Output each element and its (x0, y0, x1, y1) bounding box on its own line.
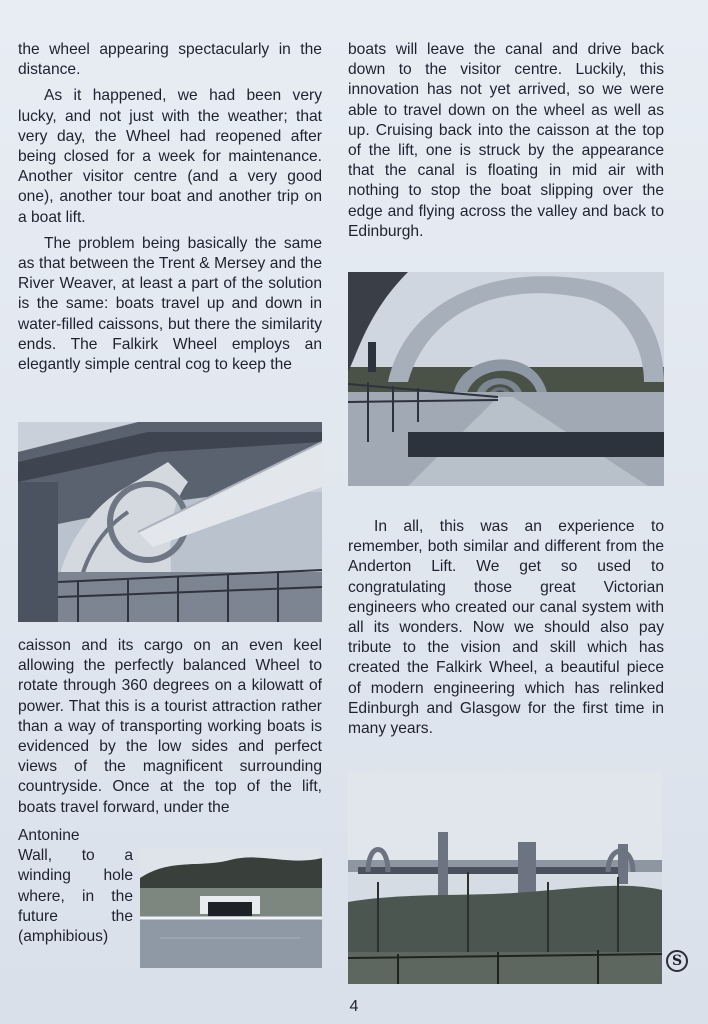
page-number: 4 (349, 998, 359, 1015)
wrap-line: Wall, to a (18, 847, 133, 865)
wrap-line: future the (18, 907, 133, 925)
right-paragraph-2: In all, this was an experience to remember, both similar and different from the Anderton Lift. We get so used to congratulating those great Victorian engineers who created our canal system with all its wonders. Now we should also pay tribute to the vision and skill which has created the Falkirk Wheel, a beautiful piece of modern engineering which has relinked Edinburgh and Glasgow for the first time in many years. (348, 518, 664, 738)
photo-wheel-distance (348, 772, 662, 984)
right-paragraph-1: boats will leave the canal and drive back down to the visitor centre. Luckily, this innovation has not yet arrived, so we were able to travel down on the wheel as well as up. Cruising back into the caisson at the top of the lift, one is struck by the appearance that the canal is floating in mid air with nothing to stop the boat slipping over the edge and flying across the valley and back to Edinburgh. (348, 41, 664, 240)
wrap-line: Antonine (18, 827, 80, 844)
wrap-line: winding hole (18, 867, 133, 885)
left-paragraph-1: the wheel appearing spectacularly in the distance. (18, 41, 322, 79)
right-paragraph-2-wrap (348, 511, 664, 739)
left-column (18, 40, 322, 375)
publisher-logo: S (666, 950, 688, 972)
photo-wheel-axle (18, 422, 322, 622)
left-paragraph-2: As it happened, we had been very lucky, and not just with the weather; that very day, the Wheel had reopened after being closed for a week for maintenance. Another visitor centre (and a very good one), another tour boat and another trip on a boat lift. (18, 87, 322, 226)
photo-arches (348, 272, 664, 486)
left-wrap-text (18, 826, 133, 947)
wrap-line: where, in the (18, 887, 133, 905)
photo-tunnel (140, 848, 322, 968)
wrap-line: (amphibious) (18, 928, 109, 946)
left-paragraph-3: The problem being basically the same as that between the Trent & Mersey and the River Weaver, at least a part of the solution is the same: boats travel up and down in water-filled caissons, but there the similarity ends. The Falkirk Wheel employs an elegantly simple central cog to keep the (18, 234, 322, 374)
left-paragraph-4: caisson and its cargo on an even keel allowing the perfectly balanced Wheel to rotate through 360 degrees on a kilowatt of power. That this is a tourist attraction rather than a way of transporting working boats is evidenced by the low sides and perfect views of the magnificent surrounding countryside. Once at the top of the lift, boats travel forward, under the (18, 637, 322, 816)
right-column (348, 40, 664, 242)
